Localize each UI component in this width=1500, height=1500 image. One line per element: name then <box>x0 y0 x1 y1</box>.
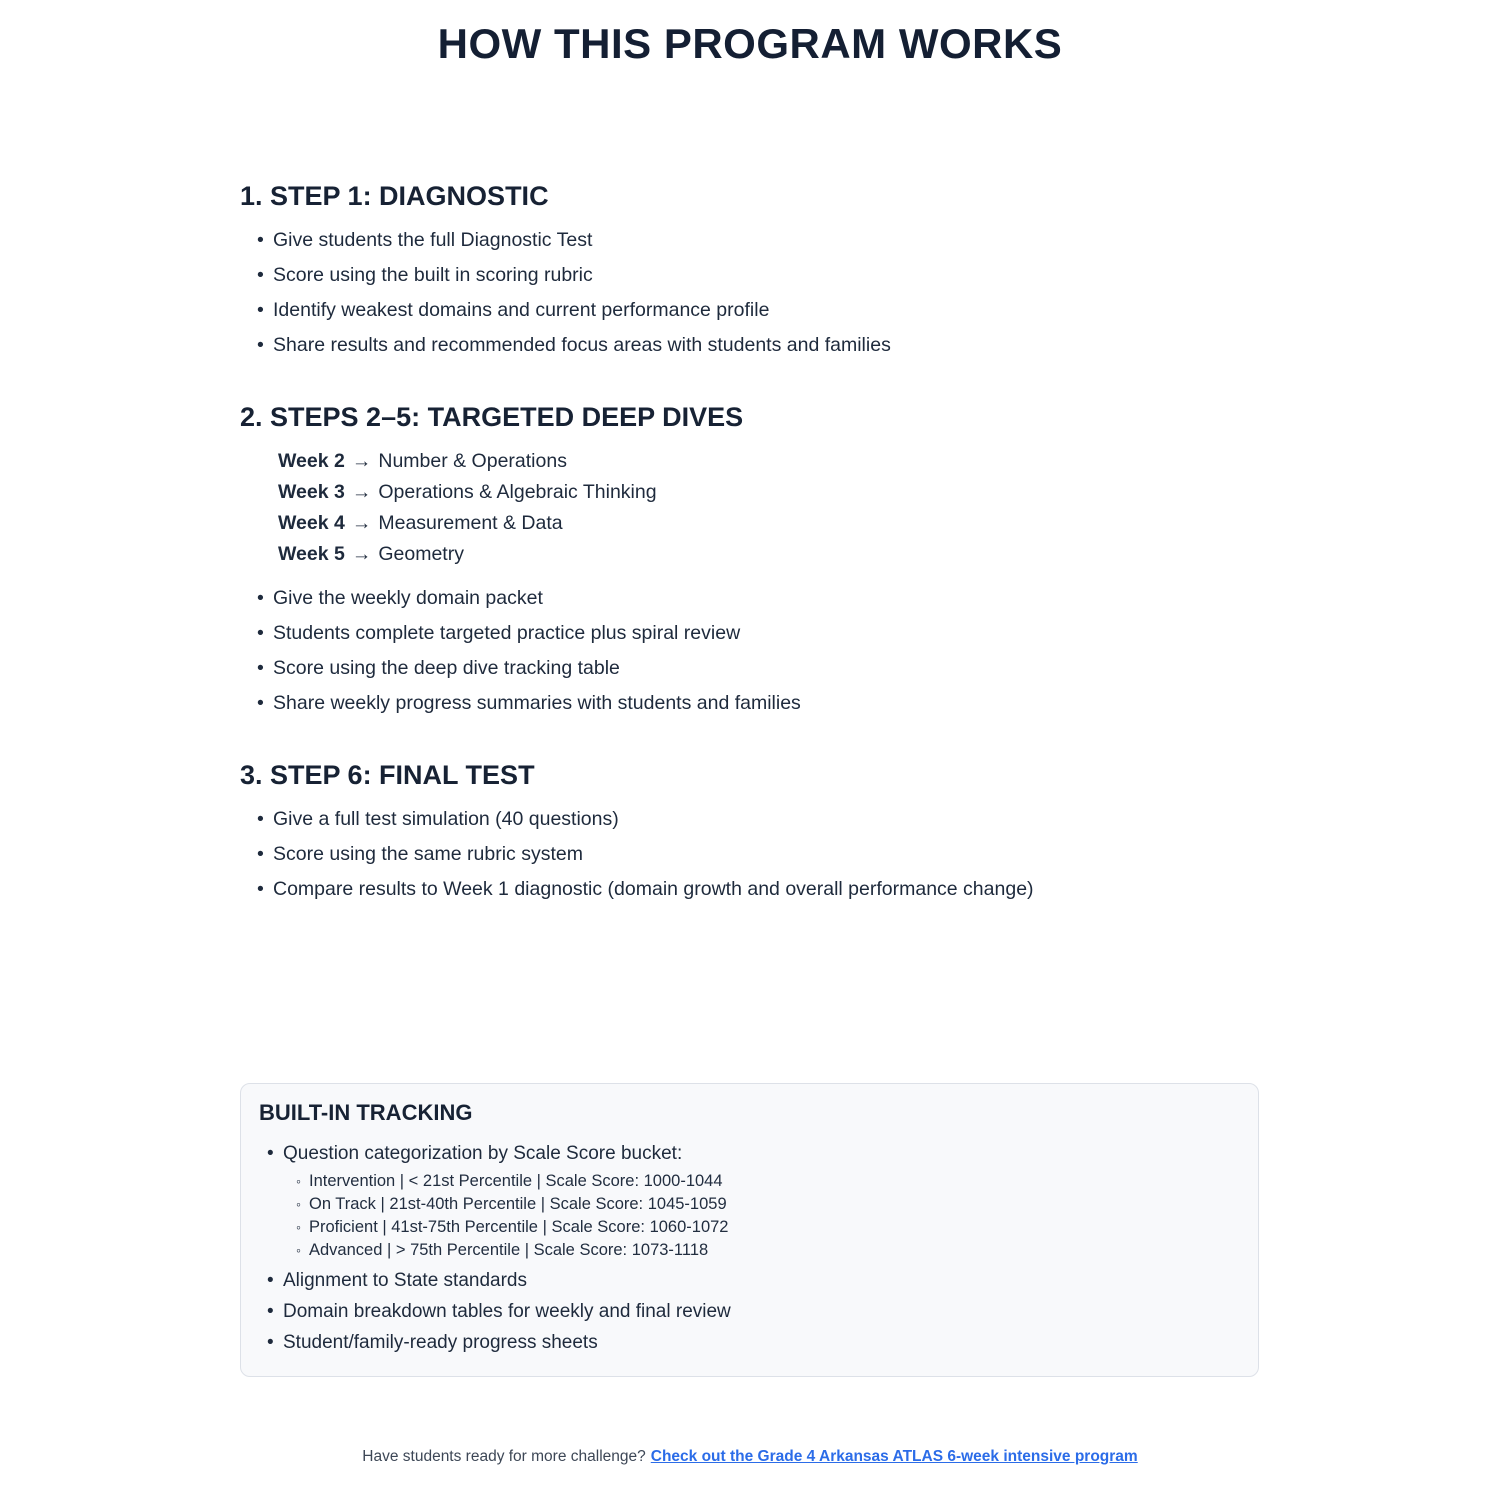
scale-score-bucket-list <box>283 1170 1234 1262</box>
right-arrow-icon: → <box>351 450 372 472</box>
list-item: • Compare results to Week 1 diagnostic (domain growth and overall performance change) <box>240 872 1270 907</box>
tracking-lead-bullet: Question categorization by Scale Score bucket: <box>283 1143 683 1164</box>
list-item: • Give the weekly domain packet <box>240 581 1270 616</box>
list-item: • Students complete targeted practice plus spiral review <box>240 616 1270 651</box>
list-item: • Give students the full Diagnostic Test <box>240 223 1270 258</box>
bucket-item: ◦ Proficient | 41st-75th Percentile | Scale Score: 1060-1072 <box>283 1216 1234 1239</box>
bucket-item: ◦ On Track | 21st-40th Percentile | Scale Score: 1045-1059 <box>283 1193 1234 1216</box>
list-item: • Student/family-ready progress sheets <box>259 1327 1234 1358</box>
tracking-bullet-list <box>259 1138 1234 1358</box>
section-steps-2-5-deep-dives <box>240 401 1270 721</box>
bullet-list <box>240 581 1270 721</box>
section-heading: 2. STEPS 2–5: TARGETED DEEP DIVES <box>240 402 744 432</box>
week-label: Week 3 <box>278 481 345 503</box>
page-title: HOW THIS PROGRAM WORKS <box>437 20 1063 67</box>
tracking-panel-heading: BUILT-IN TRACKING <box>259 1100 473 1125</box>
list-item: • Score using the deep dive tracking table <box>240 651 1270 686</box>
right-arrow-icon: → <box>351 512 372 534</box>
intensive-program-link[interactable]: Check out the Grade 4 Arkansas ATLAS 6-week intensive program <box>650 1448 1138 1465</box>
section-heading: 1. STEP 1: DIAGNOSTIC <box>240 181 549 211</box>
week-line <box>278 539 1270 570</box>
footer-prompt-text: Have students ready for more challenge? <box>362 1448 646 1465</box>
week-label: Week 5 <box>278 543 345 565</box>
list-item: • Score using the built in scoring rubric <box>240 258 1270 293</box>
week-schedule <box>278 446 1270 570</box>
week-label: Week 2 <box>278 450 345 472</box>
week-line <box>278 477 1270 508</box>
list-item: • Score using the same rubric system <box>240 837 1270 872</box>
list-item: • Share weekly progress summaries with students and families <box>240 686 1270 721</box>
list-item: • Give a full test simulation (40 questions) <box>240 802 1270 837</box>
week-topic: Measurement & Data <box>378 512 563 534</box>
section-step-1-diagnostic <box>240 180 1270 363</box>
built-in-tracking-panel <box>240 1083 1259 1377</box>
list-item <box>259 1138 1234 1262</box>
list-item: • Domain breakdown tables for weekly and final review <box>259 1296 1234 1327</box>
week-topic: Geometry <box>378 543 464 565</box>
bullet-list <box>240 223 1270 363</box>
right-arrow-icon: → <box>351 481 372 503</box>
bucket-item: ◦ Intervention | < 21st Percentile | Scale Score: 1000-1044 <box>283 1170 1234 1193</box>
section-step-6-final-test <box>240 759 1270 907</box>
section-heading: 3. STEP 6: FINAL TEST <box>240 760 535 790</box>
week-label: Week 4 <box>278 512 345 534</box>
bucket-item: ◦ Advanced | > 75th Percentile | Scale Score: 1073-1118 <box>283 1239 1234 1262</box>
footer-note <box>0 1448 1500 1466</box>
list-item: • Share results and recommended focus areas with students and families <box>240 328 1270 363</box>
main-content <box>240 180 1270 907</box>
week-line <box>278 508 1270 539</box>
bullet-list <box>240 802 1270 907</box>
list-item: • Identify weakest domains and current performance profile <box>240 293 1270 328</box>
list-item: • Alignment to State standards <box>259 1265 1234 1296</box>
week-line <box>278 446 1270 477</box>
right-arrow-icon: → <box>351 543 372 565</box>
week-topic: Number & Operations <box>378 450 567 472</box>
week-topic: Operations & Algebraic Thinking <box>378 481 657 503</box>
